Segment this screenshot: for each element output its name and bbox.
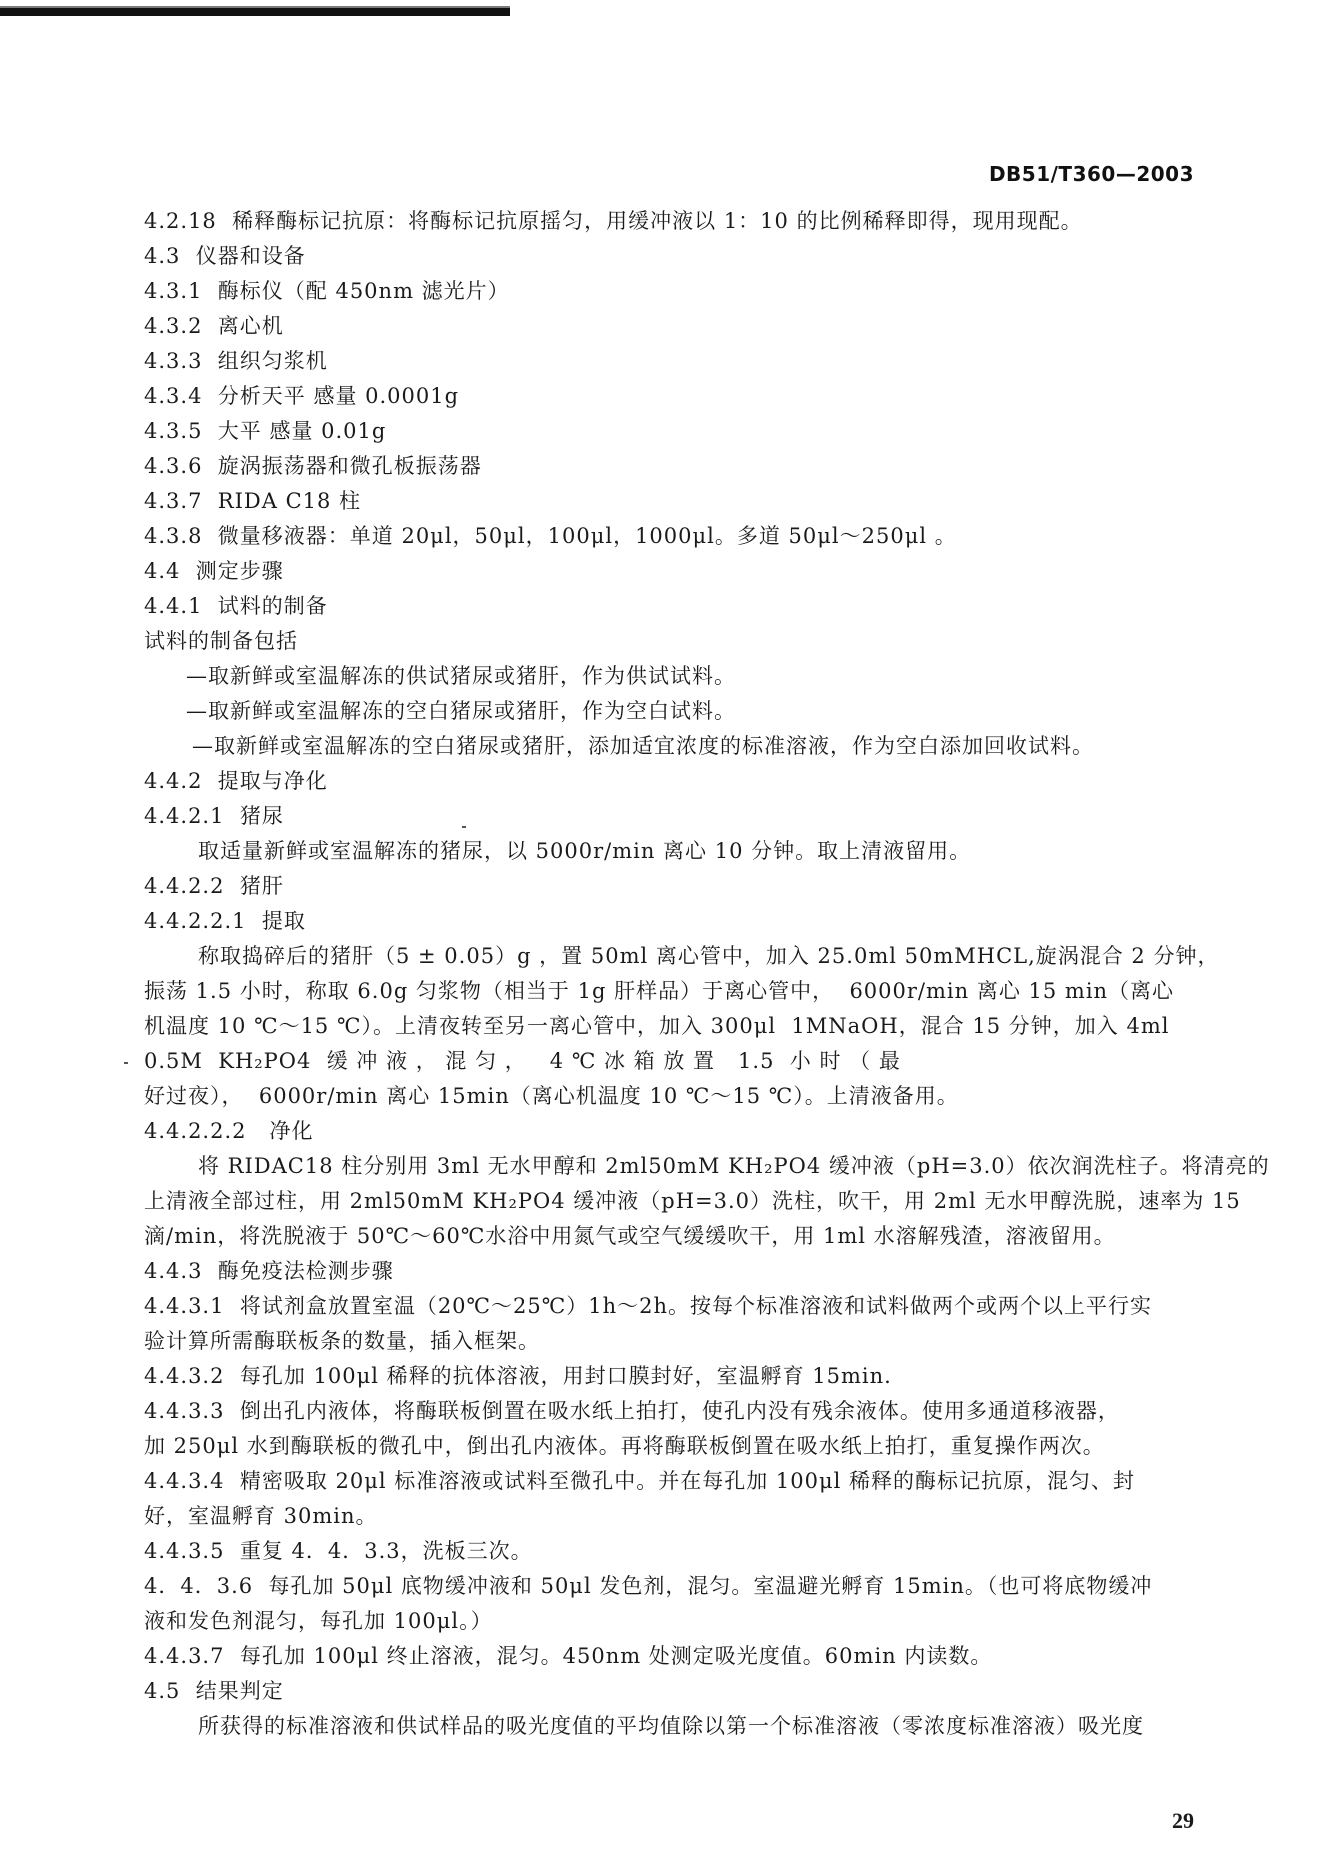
document-body (144, 204, 1270, 1744)
paragraph-line: 所获得的标准溶液和供试样品的吸光度值的平均值除以第一个标准溶液（零浓度标准溶液）吸光度 (198, 1714, 1144, 1738)
paragraph-line: 试料的制备包括 (144, 629, 298, 653)
paragraph-line: 4.4.3.1 将试剂盒放置室温（20℃～25℃）1h～2h。按每个标准溶液和试料做两个或两个以上平行实 (144, 1294, 1153, 1318)
clause-item: 4.3.8 微量移液器：单道 20μl，50μl，100μl，1000μl。多道 50μl～250μl 。 (144, 524, 957, 548)
top-rule (0, 6, 510, 16)
paragraph-line: 称取捣碎后的猪肝（5 ± 0.05）g ，置 50ml 离心管中，加入 25.0ml 50mMHCL,旋涡混合 2 分钟， (198, 944, 1220, 968)
section-heading: 4.5 结果判定 (144, 1679, 284, 1703)
dash-list-item: —取新鲜或室温解冻的供试猪尿或猪肝，作为供试试料。 (186, 664, 736, 688)
paragraph-line: 滴/min，将洗脱液于 50℃～60℃水浴中用氮气或空气缓缓吹干，用 1ml 水溶解残渣，溶液留用。 (144, 1224, 1116, 1248)
clause-heading: 4.4.3 酶免疫法检测步骤 (144, 1259, 394, 1283)
dash-list-item: —取新鲜或室温解冻的空白猪尿或猪肝，添加适宜浓度的标准溶液，作为空白添加回收试料。 (192, 734, 1094, 758)
clause-item: 4.3.7 RIDA C18 柱 (144, 489, 362, 513)
dash-list-item: —取新鲜或室温解冻的空白猪尿或猪肝，作为空白试料。 (186, 699, 736, 723)
clause-item: 4.3.2 离心机 (144, 314, 284, 338)
scan-speck (124, 1062, 128, 1064)
paragraph-line: 4.4.3.3 倒出孔内液体，将酶联板倒置在吸水纸上拍打，使孔内没有残余液体。使用多通道移液器， (144, 1399, 1120, 1423)
paragraph-line: 液和发色剂混匀，每孔加 100μl。） (144, 1609, 493, 1633)
paragraph-line: 4.4.3.4 精密吸取 20μl 标准溶液或试料至微孔中。并在每孔加 100μl 稀释的酶标记抗原，混匀、封 (144, 1469, 1136, 1493)
paragraph-line: 振荡 1.5 小时，称取 6.0g 匀浆物（相当于 1g 肝样品）于离心管中， 6000r/min 离心 15 min（离心 (144, 979, 1175, 1003)
paragraph-line: 机温度 10 ℃～15 ℃）。上清夜转至另一离心管中，加入 300μl 1MNaOH，混合 15 分钟，加入 4ml (144, 1014, 1170, 1038)
paragraph-line: 上清液全部过柱，用 2ml50mM KH₂PO4 缓冲液（pH=3.0）洗柱，吹干，用 2ml 无水甲醇洗脱，速率为 15 (144, 1189, 1241, 1213)
section-heading: 4.3 仪器和设备 (144, 244, 306, 268)
paragraph-line: 取适量新鲜或室温解冻的猪尿，以 5000r/min 离心 10 分钟。取上清液留用。 (198, 839, 972, 863)
clause-4-2-18: 4.2.18 稀释酶标记抗原：将酶标记抗原摇匀，用缓冲液以 1：10 的比例稀释即得，现用现配。 (144, 209, 1083, 233)
scan-speck (462, 826, 466, 828)
clause-heading: 4.4.2.2.2 净化 (144, 1119, 314, 1143)
paragraph-line: 4．4．3.6 每孔加 50μl 底物缓冲液和 50μl 发色剂，混匀。室温避光孵育 15min。（也可将底物缓冲 (144, 1574, 1153, 1598)
clause-item: 4.3.5 大平 感量 0.01g (144, 419, 387, 443)
paragraph-line: 4.4.3.2 每孔加 100μl 稀释的抗体溶液，用封口膜封好，室温孵育 15min. (144, 1364, 892, 1388)
paragraph-line: 4.4.3.7 每孔加 100μl 终止溶液，混匀。450nm 处测定吸光度值。60min 内读数。 (144, 1644, 993, 1668)
paragraph-line: 好过夜）， 6000r/min 离心 15min（离心机温度 10 ℃～15 ℃）。上清液备用。 (144, 1084, 959, 1108)
clause-item: 4.3.3 组织匀浆机 (144, 349, 328, 373)
paragraph-line: 好，室温孵育 30min。 (144, 1504, 378, 1528)
clause-heading: 4.4.1 试料的制备 (144, 594, 328, 618)
paragraph-line: 将 RIDAC18 柱分别用 3ml 无水甲醇和 2ml50mM KH₂PO4 缓冲液（pH=3.0）依次润洗柱子。将清亮的 (198, 1154, 1270, 1178)
clause-item: 4.3.4 分析天平 感量 0.0001g (144, 384, 460, 408)
clause-heading: 4.4.2.1 猪尿 (144, 804, 284, 828)
document-code: DB51/T360—2003 (988, 162, 1194, 186)
clause-heading: 4.4.2 提取与净化 (144, 769, 328, 793)
page-number: 29 (1172, 1808, 1194, 1833)
clause-item: 4.3.6 旋涡振荡器和微孔板振荡器 (144, 454, 482, 478)
clause-heading: 4.4.2.2.1 提取 (144, 909, 306, 933)
section-heading: 4.4 测定步骤 (144, 559, 284, 583)
clause-item: 4.3.1 酶标仪（配 450nm 滤光片） (144, 279, 510, 303)
paragraph-line: 0.5M KH₂PO4 缓 冲 液 ， 混 匀 ， 4 ℃ 冰 箱 放 置 1.5 小 时 （ 最 (144, 1049, 901, 1073)
paragraph-line: 验计算所需酶联板条的数量，插入框架。 (144, 1329, 540, 1353)
paragraph-line: 4.4.3.5 重复 4．4．3.3，洗板三次。 (144, 1539, 533, 1563)
clause-heading: 4.4.2.2 猪肝 (144, 874, 284, 898)
paragraph-line: 加 250μl 水到酶联板的微孔中，倒出孔内液体。再将酶联板倒置在吸水纸上拍打，重复操作两次。 (144, 1434, 1105, 1458)
